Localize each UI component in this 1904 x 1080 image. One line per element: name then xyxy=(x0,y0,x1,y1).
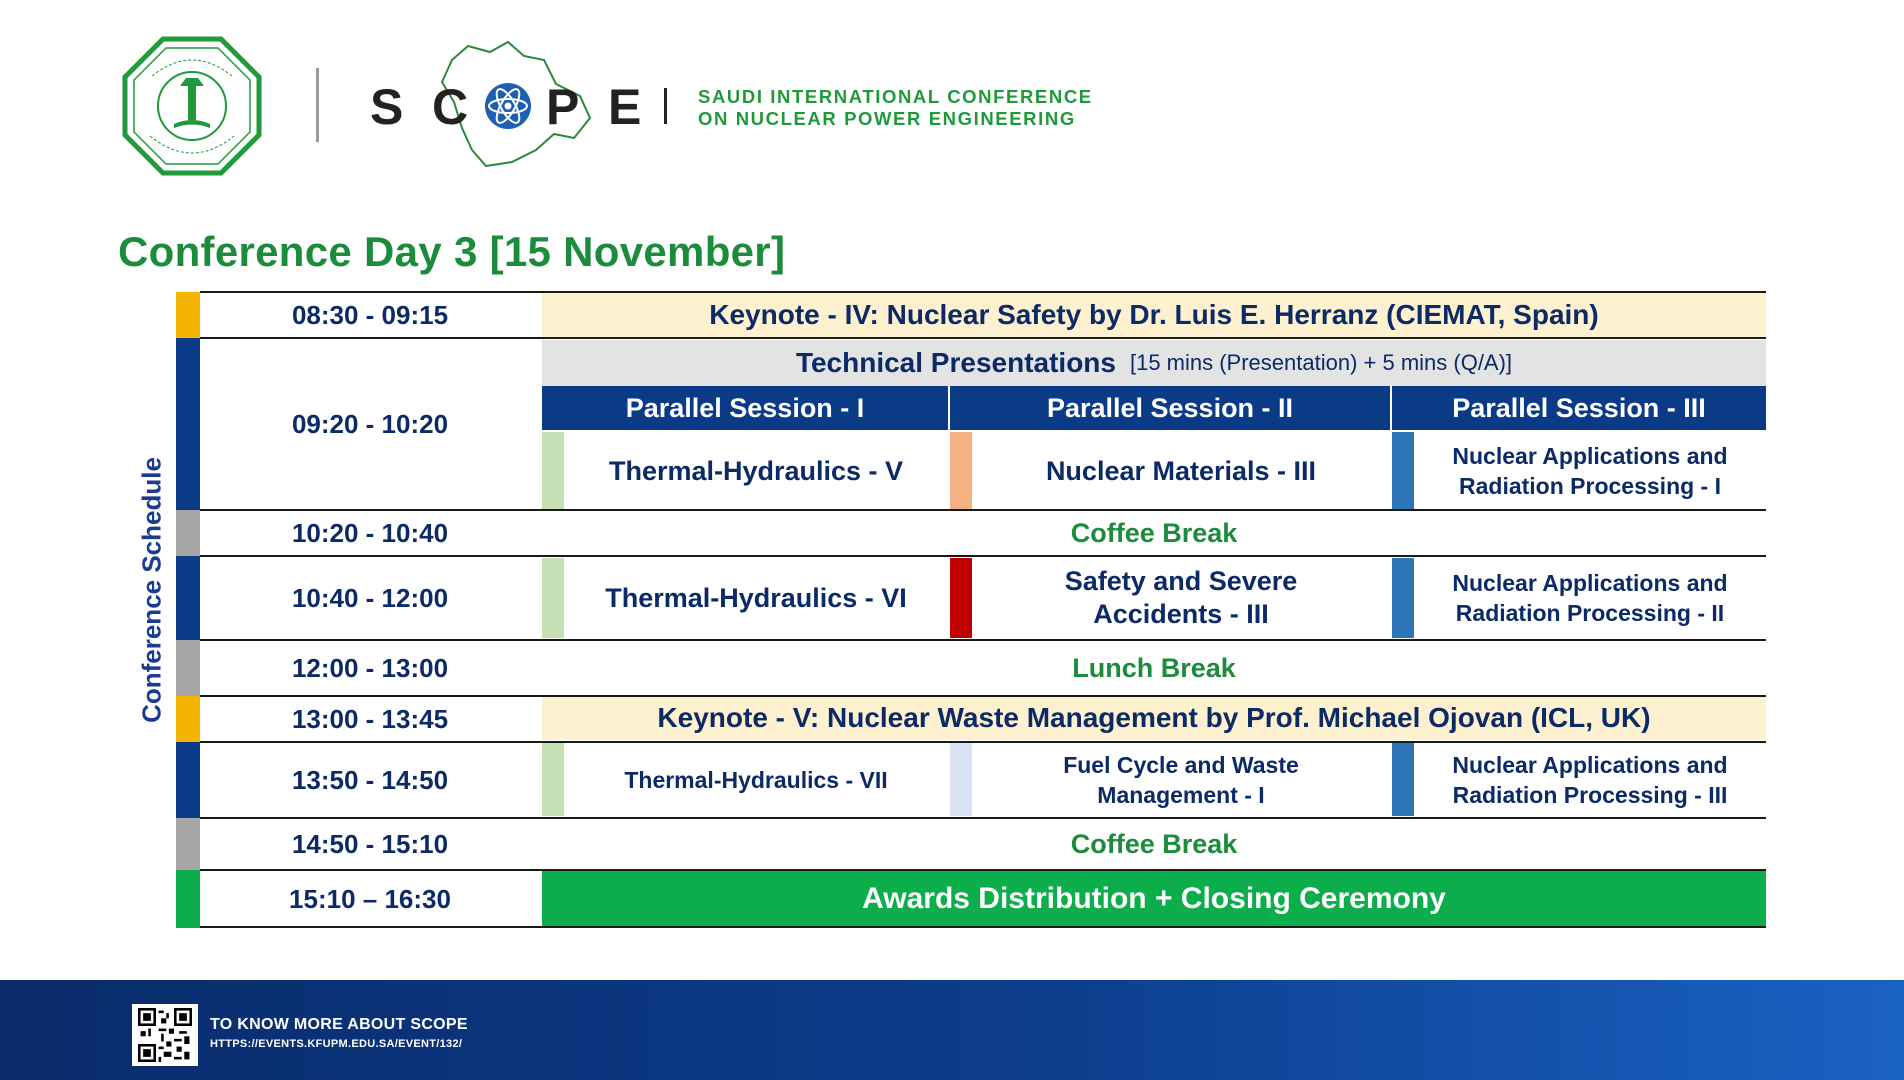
cell-line: Radiation Processing - I xyxy=(1459,473,1721,499)
time-keynote5: 13:00 - 13:45 xyxy=(291,703,449,734)
row-rule xyxy=(200,817,1766,819)
stripe-thermal xyxy=(542,432,564,510)
time-slot2: 10:40 - 12:00 xyxy=(291,582,449,613)
qr-code[interactable] xyxy=(132,1004,198,1066)
svg-text:S: S xyxy=(370,79,404,135)
time-slot3: 13:50 - 14:50 xyxy=(291,764,449,795)
band-coffee2 xyxy=(176,818,200,870)
cell-nuclear-applications-i xyxy=(1414,432,1766,510)
svg-text:C: C xyxy=(432,79,469,135)
row-rule xyxy=(200,291,1766,293)
stripe-applications xyxy=(1392,432,1414,510)
row-rule xyxy=(200,926,1766,928)
footer-url[interactable]: HTTPS://EVENTS.KFUPM.EDU.SA/EVENT/132/ xyxy=(210,1038,463,1050)
time-awards: 15:10 – 16:30 xyxy=(289,883,451,914)
header-divider xyxy=(316,68,319,142)
time-coffee1: 10:20 - 10:40 xyxy=(291,517,449,548)
tech-note: [15 mins (Presentation) + 5 mins (Q/A)] xyxy=(1129,350,1513,375)
coffee-break-1: Coffee Break xyxy=(1070,517,1238,548)
cell-nuclear-applications-ii xyxy=(1414,556,1766,640)
coffee-break-2: Coffee Break xyxy=(1070,828,1238,859)
stripe-applications xyxy=(1392,558,1414,638)
cell-line: Radiation Processing - III xyxy=(1452,782,1728,808)
lunch-break: Lunch Break xyxy=(1072,652,1236,683)
cell-line: Radiation Processing - II xyxy=(1455,600,1725,626)
cell-thermal-hydraulics-v: Thermal-Hydraulics - V xyxy=(608,455,904,486)
cell-line: Nuclear Applications and xyxy=(1452,443,1728,469)
scope-logo xyxy=(368,38,658,170)
schedule-table xyxy=(176,292,1766,928)
session-header-1: Parallel Session - I xyxy=(542,386,948,430)
cell-line: Fuel Cycle and Waste xyxy=(1063,752,1299,778)
awards-closing: Awards Distribution + Closing Ceremony xyxy=(542,870,1766,928)
row-rule xyxy=(200,509,1766,511)
time-keynote4: 08:30 - 09:15 xyxy=(291,299,449,330)
row-rule xyxy=(200,741,1766,743)
row-rule xyxy=(200,695,1766,697)
cell-thermal-hydraulics-vi: Thermal-Hydraulics - VI xyxy=(605,582,907,613)
cell-safety-severe-accidents-iii xyxy=(972,556,1390,640)
row-rule xyxy=(200,555,1766,557)
stripe-safety xyxy=(950,558,972,638)
kfupm-logo xyxy=(122,36,262,176)
stripe-thermal xyxy=(542,742,564,816)
band-slot2 xyxy=(176,556,200,640)
scope-divider xyxy=(664,88,667,124)
subtitle-line-2: ON NUCLEAR POWER ENGINEERING xyxy=(698,108,1076,129)
band-slot3 xyxy=(176,742,200,818)
time-coffee2: 14:50 - 15:10 xyxy=(291,828,449,859)
tech-presentations xyxy=(542,340,1766,386)
band-coffee1 xyxy=(176,510,200,556)
band-lunch xyxy=(176,640,200,696)
cell-line: Management - I xyxy=(1097,782,1265,808)
band-tech xyxy=(176,338,200,510)
cell-line: Accidents - III xyxy=(1093,599,1269,629)
cell-nuclear-applications-iii xyxy=(1414,742,1766,818)
row-rule xyxy=(200,337,1766,339)
stripe-materials xyxy=(950,432,972,510)
svg-text:P: P xyxy=(546,79,580,135)
cell-line: Nuclear Applications and xyxy=(1452,752,1728,778)
session-header-2: Parallel Session - II xyxy=(950,386,1390,430)
schedule-label-text: Conference Schedule xyxy=(136,457,167,723)
day-title: Conference Day 3 [15 November] xyxy=(118,228,786,275)
row-rule xyxy=(200,639,1766,641)
svg-text:E: E xyxy=(608,79,642,135)
stripe-thermal xyxy=(542,558,564,638)
tech-title: Technical Presentations xyxy=(795,347,1116,378)
footer-headline: TO KNOW MORE ABOUT SCOPE xyxy=(210,1016,468,1033)
time-lunch: 12:00 - 13:00 xyxy=(291,652,449,683)
row-rule xyxy=(200,869,1766,871)
cell-line: Safety and Severe xyxy=(1064,566,1298,596)
band-awards xyxy=(176,870,200,928)
band-keynote5 xyxy=(176,696,200,742)
subtitle-line-1: SAUDI INTERNATIONAL CONFERENCE xyxy=(698,86,1093,107)
cell-nuclear-materials-iii: Nuclear Materials - III xyxy=(1045,455,1317,486)
cell-thermal-hydraulics-vii: Thermal-Hydraulics - VII xyxy=(624,767,888,793)
conference-subtitle xyxy=(698,86,1093,130)
keynote-4: Keynote - IV: Nuclear Safety by Dr. Luis E. Herranz (CIEMAT, Spain) xyxy=(542,292,1766,338)
stripe-fuel xyxy=(950,742,972,816)
stripe-applications xyxy=(1392,742,1414,816)
cell-line: Nuclear Applications and xyxy=(1452,570,1728,596)
band-keynote4 xyxy=(176,292,200,338)
schedule-label xyxy=(132,440,172,740)
cell-fuel-cycle-waste-i xyxy=(972,742,1390,818)
time-tech: 09:20 - 10:20 xyxy=(291,408,449,439)
keynote-5: Keynote - V: Nuclear Waste Management by Prof. Michael Ojovan (ICL, UK) xyxy=(542,696,1766,740)
session-header-3: Parallel Session - III xyxy=(1392,386,1766,430)
